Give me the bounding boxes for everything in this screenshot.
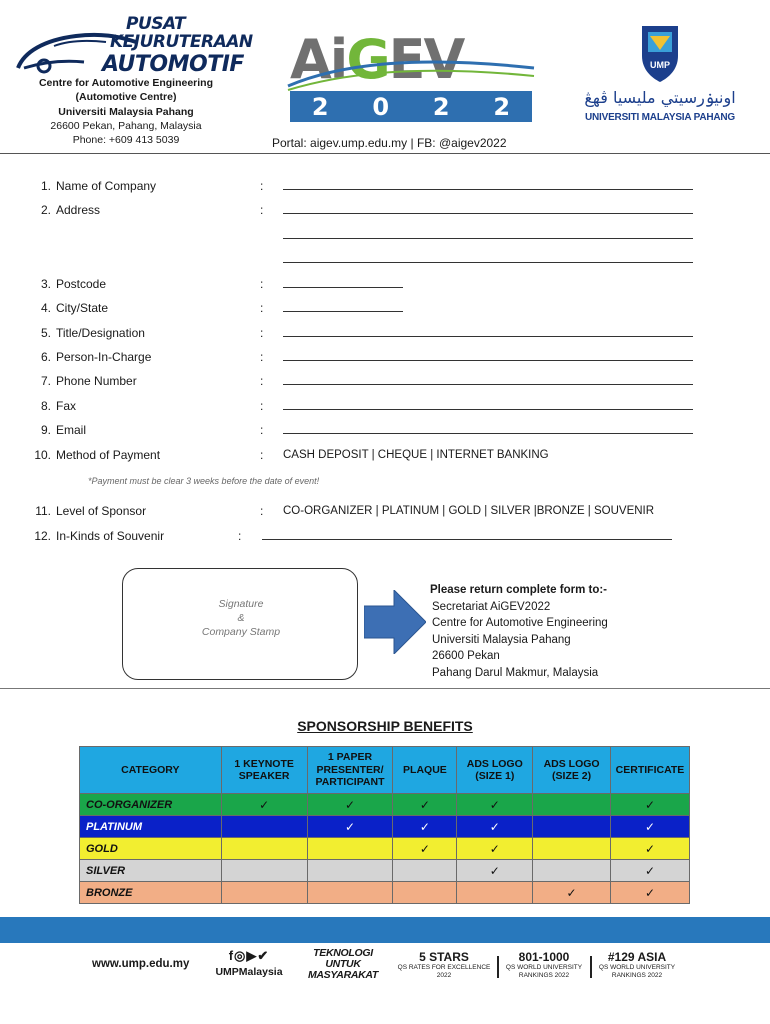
field-colon: : — [260, 504, 264, 518]
benefit-cell — [221, 816, 307, 838]
centre-logo-line2: KEJURUTERAAN — [110, 32, 253, 52]
check-icon: ✓ — [489, 797, 500, 812]
field-label: Person-In-Charge — [56, 350, 152, 364]
payment-note: *Payment must be clear 3 weeks before the date of event! — [88, 476, 320, 486]
ump-logo — [570, 22, 750, 127]
ump-crest-icon — [638, 22, 682, 84]
footer-band — [0, 917, 770, 943]
check-icon: ✓ — [489, 819, 500, 834]
field-label: Email — [56, 423, 87, 437]
check-icon: ✓ — [644, 885, 656, 900]
tagline-line: TEKNOLOGI — [313, 947, 373, 959]
field-colon: : — [260, 448, 264, 462]
benefit-cell — [221, 838, 307, 860]
signature-line: Company Stamp — [201, 626, 281, 638]
benefit-cell — [610, 838, 689, 860]
souvenir-line[interactable] — [262, 539, 672, 540]
rank-badge — [396, 950, 492, 979]
crest-text: UMP — [650, 60, 670, 70]
rank-caption: RANKINGS 2022 — [518, 971, 570, 979]
check-icon: ✓ — [489, 841, 500, 856]
centre-info-line: Universiti Malaysia Pahang — [58, 105, 194, 118]
year-digit: 2 — [311, 92, 329, 121]
rank-title: 5 STARS — [419, 950, 469, 964]
centre-logo — [14, 12, 264, 82]
category-cell: GOLD — [80, 838, 222, 860]
benefit-cell — [393, 882, 457, 904]
category-cell: SILVER — [80, 860, 222, 882]
aigev-year-banner — [290, 91, 532, 122]
footer — [0, 948, 770, 1008]
field-label: Postcode — [56, 277, 107, 291]
benefit-cell — [533, 816, 611, 838]
signature-line: Signature — [218, 598, 264, 610]
field-number: 11. — [35, 504, 51, 518]
centre-info-line: Centre for Automotive Engineering — [38, 77, 214, 89]
check-icon: ✓ — [566, 885, 577, 900]
table-row — [80, 860, 690, 882]
centre-info-line: 26600 Pekan, Pahang, Malaysia — [50, 119, 202, 132]
check-icon: ✓ — [419, 819, 430, 834]
rank-title: 801-1000 — [518, 950, 570, 964]
benefit-cell — [610, 882, 689, 904]
table-row — [80, 838, 690, 860]
benefit-cell — [533, 860, 611, 882]
field-number: 8. — [40, 399, 51, 413]
benefit-cell — [393, 794, 457, 816]
company-name-line[interactable] — [283, 189, 693, 190]
field-colon: : — [260, 399, 264, 413]
field-number: 4. — [40, 301, 51, 315]
fax-line[interactable] — [283, 409, 693, 410]
tagline-line: MASYARAKAT — [307, 969, 379, 981]
postcode-line[interactable] — [283, 287, 403, 288]
field-colon: : — [260, 423, 264, 437]
aigev-word-part: Ai — [290, 28, 347, 91]
field-label: Method of Payment — [56, 448, 161, 462]
title-line[interactable] — [283, 336, 693, 337]
field-label: Name of Company — [56, 179, 157, 193]
return-line: Centre for Automotive Engineering — [432, 617, 608, 630]
benefit-cell — [457, 882, 533, 904]
field-label: Address — [56, 203, 101, 217]
rank-badge — [502, 950, 586, 979]
check-icon: ✓ — [419, 841, 430, 856]
benefit-cell — [307, 794, 393, 816]
field-colon: : — [260, 374, 264, 388]
benefit-cell — [457, 860, 533, 882]
benefit-cell — [307, 816, 393, 838]
benefits-table-body — [80, 794, 690, 904]
rank-title: #129 ASIA — [607, 950, 667, 964]
field-number: 6. — [40, 350, 51, 364]
footer-separator — [590, 956, 592, 978]
benefits-table — [79, 746, 690, 904]
footer-website[interactable]: www.ump.edu.my — [92, 958, 190, 970]
column-header: 1 KEYNOTE SPEAKER — [221, 747, 307, 794]
return-line: Secretariat AiGEV2022 — [432, 600, 551, 613]
centre-logo-line3: AUTOMOTIF — [102, 52, 244, 77]
check-icon: ✓ — [644, 841, 656, 856]
field-colon: : — [260, 350, 264, 364]
field-number: 3. — [40, 277, 51, 291]
return-line: Pahang Darul Makmur, Malaysia — [432, 666, 599, 679]
table-row — [80, 794, 690, 816]
check-icon: ✓ — [644, 797, 656, 812]
signature-placeholder — [123, 597, 359, 639]
check-icon: ✓ — [644, 863, 656, 878]
check-icon: ✓ — [344, 797, 356, 812]
header-divider — [0, 153, 770, 154]
category-cell: PLATINUM — [80, 816, 222, 838]
table-row — [80, 816, 690, 838]
field-number: 9. — [40, 423, 51, 437]
field-colon: : — [260, 326, 264, 340]
field-number: 10. — [34, 448, 51, 462]
benefit-cell — [393, 816, 457, 838]
rank-caption: QS WORLD UNIVERSITY — [598, 964, 676, 971]
category-cell: BRONZE — [80, 882, 222, 904]
tagline-line: UNTUK — [325, 958, 361, 970]
column-header: ADS LOGO (SIZE 1) — [457, 747, 533, 794]
benefit-cell — [457, 794, 533, 816]
address-line-2[interactable] — [283, 238, 693, 239]
address-line-1[interactable] — [283, 213, 693, 214]
centre-info-line: Phone: +609 413 5039 — [72, 134, 180, 147]
benefit-cell — [457, 816, 533, 838]
rank-caption: QS RATES FOR EXCELLENCE — [397, 964, 491, 971]
column-header: PLAQUE — [393, 747, 457, 794]
check-icon: ✓ — [344, 819, 356, 834]
column-header: ADS LOGO (SIZE 2) — [533, 747, 611, 794]
rank-caption: 2022 — [436, 971, 452, 979]
year-digit: 2 — [493, 92, 511, 121]
benefit-cell — [221, 882, 307, 904]
field-colon: : — [238, 529, 242, 543]
arrow-right-icon — [364, 590, 426, 654]
aigev-word-part: G — [346, 28, 389, 91]
field-colon: : — [260, 179, 264, 193]
centre-logo-line1: PUSAT — [126, 14, 186, 34]
field-label: City/State — [56, 301, 109, 315]
field-colon: : — [260, 301, 264, 315]
city-state-line[interactable] — [283, 311, 403, 312]
footer-separator — [497, 956, 499, 978]
field-colon: : — [260, 203, 264, 217]
return-address — [430, 582, 608, 682]
column-header: CERTIFICATE — [610, 747, 689, 794]
field-number: 1. — [40, 179, 51, 193]
field-number: 2. — [40, 203, 51, 217]
rank-caption: QS WORLD UNIVERSITY — [505, 964, 583, 971]
social-handle: UMPMalaysia — [215, 966, 283, 978]
university-jawi-name: اونيۏرسيتي مليسيا ڤهڠ — [584, 88, 736, 107]
check-icon: ✓ — [489, 863, 500, 878]
check-icon: ✓ — [644, 819, 656, 834]
benefit-cell — [610, 816, 689, 838]
portal-text: Portal: aigev.ump.edu.my | FB: @aigev2022 — [272, 136, 507, 150]
centre-info-line: (Automotive Centre) — [75, 91, 177, 104]
return-line: Universiti Malaysia Pahang — [432, 633, 571, 646]
return-heading: Please return complete form to:- — [430, 584, 608, 596]
field-label: In-Kinds of Souvenir — [56, 529, 165, 543]
benefit-cell — [307, 882, 393, 904]
benefit-cell — [221, 860, 307, 882]
centre-info — [20, 76, 232, 147]
benefit-cell — [533, 882, 611, 904]
column-header: 1 PAPER PRESENTER/ PARTICIPANT — [307, 747, 393, 794]
column-header: CATEGORY — [80, 747, 222, 794]
benefit-cell — [221, 794, 307, 816]
benefit-cell — [610, 860, 689, 882]
rank-badge — [594, 950, 680, 979]
benefit-cell — [533, 838, 611, 860]
benefit-cell — [610, 794, 689, 816]
section-divider — [0, 688, 770, 689]
benefit-cell — [393, 860, 457, 882]
phone-line[interactable] — [283, 384, 693, 385]
benefit-cell — [393, 838, 457, 860]
field-label: Title/Designation — [56, 326, 145, 340]
social-icons[interactable]: f◎▶✔ — [228, 948, 270, 963]
swoosh-icon — [284, 56, 538, 92]
field-number: 12. — [34, 529, 51, 543]
person-in-charge-line[interactable] — [283, 360, 693, 361]
sponsor-options[interactable]: CO-ORGANIZER | PLATINUM | GOLD | SILVER |BRONZE | SOUVENIR — [283, 505, 655, 517]
table-row — [80, 882, 690, 904]
email-line[interactable] — [283, 433, 693, 434]
university-name: UNIVERSITI MALAYSIA PAHANG — [584, 112, 735, 123]
benefit-cell — [307, 838, 393, 860]
field-label: Fax — [56, 399, 77, 413]
benefit-cell — [307, 860, 393, 882]
field-label: Phone Number — [56, 374, 137, 388]
payment-options[interactable]: CASH DEPOSIT | CHEQUE | INTERNET BANKING — [283, 449, 549, 461]
check-icon: ✓ — [259, 797, 270, 812]
address-line-3[interactable] — [283, 262, 693, 263]
field-number: 5. — [40, 326, 51, 340]
rank-caption: RANKINGS 2022 — [611, 971, 663, 979]
signature-line: & — [237, 612, 245, 624]
check-icon: ✓ — [419, 797, 430, 812]
year-digit: 0 — [372, 92, 390, 121]
aigev-word-part: EV — [388, 28, 464, 91]
return-line: 26600 Pekan — [432, 650, 500, 663]
footer-social — [214, 948, 284, 978]
benefit-cell — [533, 794, 611, 816]
field-number: 7. — [40, 374, 51, 388]
aigev-logo — [284, 26, 538, 124]
field-label: Level of Sponsor — [56, 504, 147, 518]
benefit-cell — [457, 838, 533, 860]
category-cell: CO-ORGANIZER — [80, 794, 222, 816]
footer-tagline — [298, 948, 388, 981]
signature-box[interactable] — [122, 568, 358, 680]
year-digit: 2 — [432, 92, 450, 121]
benefits-title: SPONSORSHIP BENEFITS — [297, 718, 473, 734]
field-colon: : — [260, 277, 264, 291]
